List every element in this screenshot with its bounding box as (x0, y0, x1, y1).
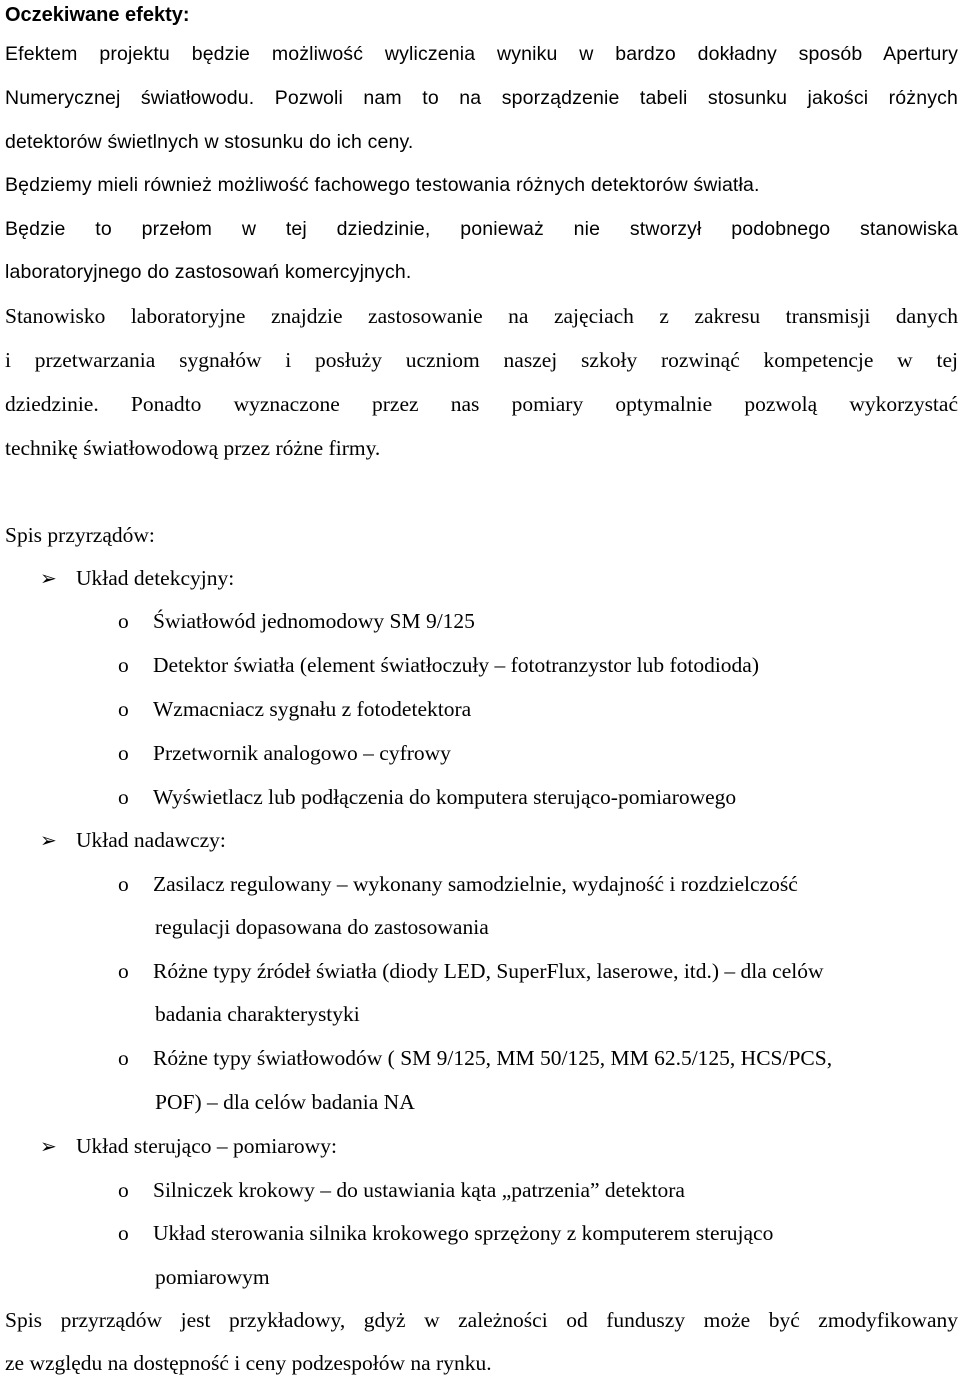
list-item-text: Wzmacniacz sygnału z fotodetektora (153, 697, 472, 721)
effects-paragraph-3-line-4: technikę światłowodową przez różne firmy. (5, 436, 381, 460)
circle-bullet-icon: o (118, 872, 129, 896)
effects-paragraph-3-line-3: dziedzinie. Ponadto wyznaczone przez nas pomiary optymalnie pozwolą wykorzystać (5, 392, 958, 416)
effects-paragraph-2-line-2: Będzie to przełom w tej dziedzinie, ponieważ nie stworzył podobnego stanowiska (5, 218, 958, 240)
list-item-continuation: pomiarowym (155, 1265, 270, 1289)
effects-paragraph-3-line-1: Stanowisko laboratoryjne znajdzie zastosowanie na zajęciach z zakresu transmisji danych (5, 304, 958, 328)
instruments-footer-line-2: ze względu na dostępność i ceny podzespołów na rynku. (5, 1351, 492, 1375)
effects-paragraph-2-line-1: Będziemy mieli również możliwość fachowego testowania różnych detektorów światła. (5, 174, 760, 196)
effects-paragraph-2-line-3: laboratoryjnego do zastosowań komercyjnych. (5, 261, 412, 283)
list-item-text: Układ sterowania silnika krokowego sprzężony z komputerem sterująco (153, 1221, 774, 1245)
arrow-bullet-icon: ➢ (40, 828, 57, 852)
list-item (118, 606, 475, 636)
circle-bullet-icon: o (118, 1046, 129, 1070)
arrow-bullet-icon: ➢ (40, 1134, 57, 1158)
list-item (118, 1175, 685, 1205)
list-item-text: Zasilacz regulowany – wykonany samodzielnie, wydajność i rozdzielczość (153, 872, 798, 896)
circle-bullet-icon: o (118, 959, 129, 983)
list-item (118, 694, 471, 724)
list-item (118, 782, 736, 812)
effects-paragraph-1-line-1: Efektem projektu będzie możliwość wyliczenia wyniku w bardzo dokładny sposób Apertury (5, 43, 958, 65)
list-item (118, 956, 824, 986)
list-item (118, 738, 451, 768)
group-title: Układ nadawczy: (76, 828, 226, 852)
group-title: Układ sterująco – pomiarowy: (76, 1134, 337, 1158)
list-item-text: Przetwornik analogowo – cyfrowy (153, 741, 451, 765)
list-item-text: Silniczek krokowy – do ustawiania kąta „patrzenia” detektora (153, 1178, 685, 1202)
list-item (118, 1218, 773, 1248)
list-item (118, 650, 759, 680)
group-transmitter (40, 825, 226, 855)
arrow-bullet-icon: ➢ (40, 566, 57, 590)
effects-paragraph-3-line-2: i przetwarzania sygnałów i posłuży uczniom naszej szkoły rozwinąć kompetencje w tej (5, 348, 958, 372)
instruments-heading: Spis przyrządów: (5, 523, 155, 547)
effects-heading: Oczekiwane efekty: (5, 4, 190, 26)
list-item-text: Wyświetlacz lub podłączenia do komputera sterująco-pomiarowego (153, 785, 737, 809)
group-detection (40, 563, 234, 593)
list-item-continuation: POF) – dla celów badania NA (155, 1090, 415, 1114)
effects-paragraph-1-line-2: Numerycznej światłowodu. Pozwoli nam to na sporządzenie tabeli stosunku jakości różnych (5, 87, 958, 109)
circle-bullet-icon: o (118, 785, 129, 809)
circle-bullet-icon: o (118, 1221, 129, 1245)
list-item-text: Różne typy źródeł światła (diody LED, SuperFlux, laserowe, itd.) – dla celów (153, 959, 824, 983)
list-item-text: Światłowód jednomodowy SM 9/125 (153, 609, 475, 633)
circle-bullet-icon: o (118, 697, 129, 721)
circle-bullet-icon: o (118, 741, 129, 765)
circle-bullet-icon: o (118, 609, 129, 633)
list-item-continuation: regulacji dopasowana do zastosowania (155, 915, 489, 939)
list-item-text: Detektor światła (element światłoczuły – fototranzystor lub fotodioda) (153, 653, 759, 677)
group-control (40, 1131, 337, 1161)
circle-bullet-icon: o (118, 1178, 129, 1202)
circle-bullet-icon: o (118, 653, 129, 677)
list-item (118, 1043, 832, 1073)
list-item-text: Różne typy światłowodów ( SM 9/125, MM 50/125, MM 62.5/125, HCS/PCS, (153, 1046, 833, 1070)
effects-paragraph-1-line-3: detektorów świetlnych w stosunku do ich ceny. (5, 131, 414, 153)
group-title: Układ detekcyjny: (76, 566, 235, 590)
list-item (118, 869, 798, 899)
instruments-footer-line-1: Spis przyrządów jest przykładowy, gdyż w zależności od funduszy może być zmodyfikowany (5, 1308, 958, 1332)
list-item-continuation: badania charakterystyki (155, 1002, 360, 1026)
